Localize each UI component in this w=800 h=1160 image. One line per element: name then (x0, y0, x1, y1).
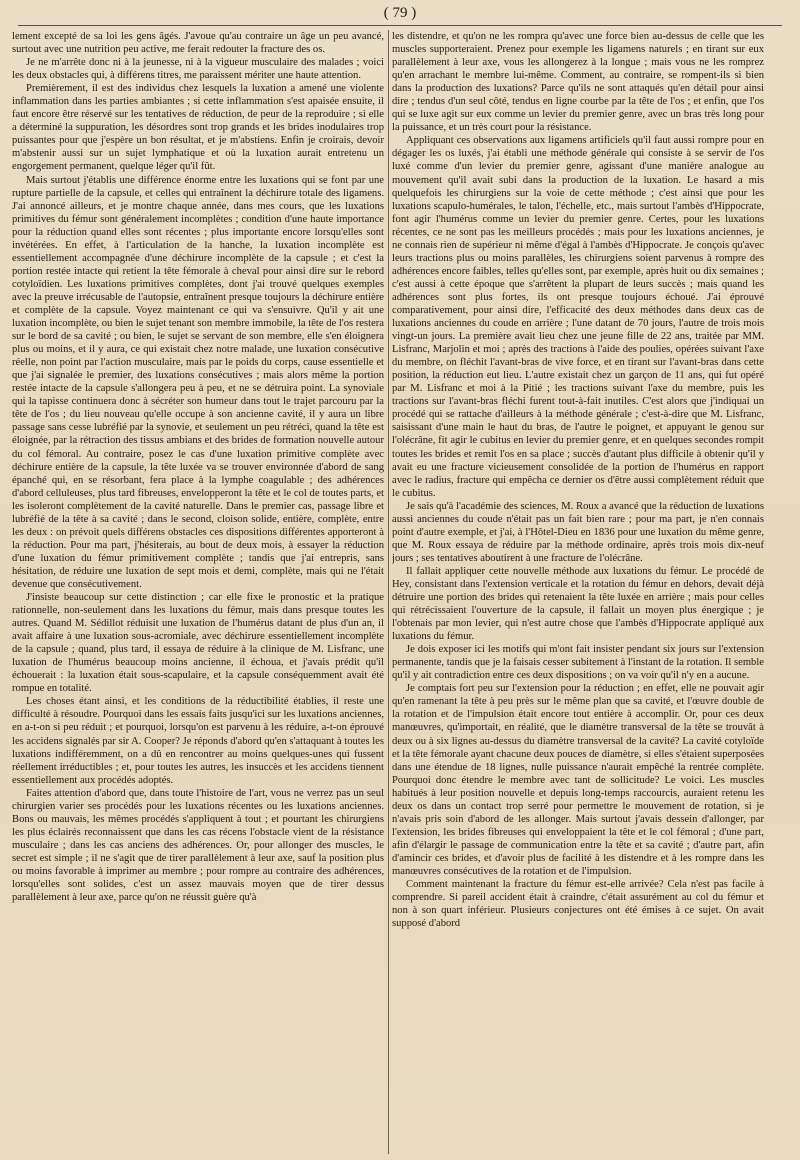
page-number: ( 79 ) (383, 5, 417, 21)
left-column-paragraph: Faites attention d'abord que, dans toute l'histoire de l'art, vous ne verrez pas un seul chirurgien varier ses procédés pour les luxations récentes ou les luxations anciennes. Bons ou mauvais, les mêmes procédés s'appliquent à tout ; et pourtant les chirurgiens les plus éclairés reconnaissent que dans les cas récens l'obstacle vient de la résistance musculaire ; dans les cas anciens des adhérences. Or, pour allonger des muscles, le secret est simple ; il ne s'agit que de tirer parallèlement à leur axe, sauf la position plus ou moins favorable à imprimer au membre ; pour rompre au contraire des adhérences, lorsqu'elles sont solides, c'est un assez mauvais moyen que de tirer dessus parallèlement à leur axe, parce qu'on ne réussit guère qu'à (12, 787, 384, 904)
right-column-paragraph: Je comptais fort peu sur l'extension pour la réduction ; en effet, elle ne pouvait agir qu'en ramenant la tête à peu près sur le même plan que sa cavité, et l'œuvre double de la rotation et de l'impulsion était encore tout entière à accomplir. Or, pour ces deux manœuvres, qu'importait, en réalité, que le diamètre transversal de la tête se trouvât à deux ou à six lignes au-dessus du diamètre transversal de la cavité? La cavité cotyloïde et la tête fémorale ayant chacune deux pouces de diamètre, si elles s'étaient superposées dans une étendue de 18 lignes, nulle puissance n'aurait empêché la rentrée complète. Pourquoi donc étendre le membre avec tant de sollicitude? Le voici. Les muscles habitués à leur position nouvelle et depuis long-temps raccourcis, auraient retenu les deux os dans un contact trop serré pour permettre le mouvement de rotation, si je n'avais pris soin d'abord de les allonger. Mais surtout j'avais dessein d'allonger, par l'extension, les brides fibreuses qui enveloppaient la tête et le col fémoral ; d'une part, afin d'élargir le passage de communication entre la tête et sa cavité ; d'autre part, afin d'amincir ces brides, et d'avoir plus de facilité à les distendre et à les rompre dans les manœuvres consécutives de la rotation et de l'impulsion. (392, 683, 764, 877)
right-column-paragraph: Comment maintenant la fracture du fémur est-elle arrivée? Cela n'est pas facile à comprendre. Si pareil accident était à craindre, c'était assurément au col du fémur et non à son quart inférieur. Plusieurs conjectures ont été émises à ce sujet. On avait supposé d'abord (392, 879, 764, 930)
left-column-paragraph: J'insiste beaucoup sur cette distinction ; car elle fixe le pronostic et la pratique rationnelle, non-seulement dans les luxations du fémur, mais dans presque toutes les autres. Quand M. Sédillot réduisit une luxation de l'humérus datant de plus d'un an, il avait affaire à une luxation sous-acromiale, avec déchirure essentiellement incomplète de la capsule ; quand, plus tard, il essaya de réduire à la clinique de M. Lisfranc, une luxation de l'humérus beaucoup moins ancienne, il échoua, et j'avais prédit qu'il échouerait : la luxation était sous-scapulaire, et la capsule conséquemment avait été rompue en totalité. (12, 592, 384, 695)
right-column (392, 30, 764, 1154)
right-column-paragraph: Je sais qu'à l'académie des sciences, M. Roux a avancé que la réduction de luxations aussi anciennes du coude n'était pas un fait bien rare ; pour ma part, je n'en connais point d'autre exemple, et j'ai, à l'Hôtel-Dieu en 1836 pour une luxation du même genre, que M. Roux essaya de réduire par la méthode ordinaire, après trois mois dix-neuf jours ; ses tentatives aboutirent à une fracture de l'olécrâne. (392, 500, 764, 564)
left-column-paragraph: Les choses étant ainsi, et les conditions de la réductibilité établies, il reste une difficulté à résoudre. Pourquoi dans les essais faits jusqu'ici sur les luxations anciennes, en a-t-on si peu réduit ; et pourquoi, lorsqu'on est parvenu à les réduire, a-t-on éprouvé les accidens signalés par sir A. Cooper? Je réponds d'abord qu'en s'attaquant à toutes les luxations indifféremment, on a dû en rencontrer au moins quelques-unes qui fussent réellement irréductibles ; et, pour toutes les autres, les insuccès et les accidens tiennent essentiellement aux procédés adoptés. (12, 696, 384, 786)
right-column-paragraph: Appliquant ces observations aux ligamens artificiels qu'il faut aussi rompre pour en dégager les os luxés, j'ai établi une méthode générale qui consiste à se servir de l'os luxé comme d'un levier du premier genre, agissant d'une manière analogue au mouvement qu'il avait subi dans la production de la luxation. Le hasard a mis quelquefois les chirurgiens sur la voie de cette méthode ; c'est ainsi que pour les luxations scapulo-humérales, le talon, l'échelle, etc., mais surtout l'ambès d'Hippocrate, font agir l'humérus comme un levier du premier genre. Certes, pour les luxations récentes, ce ne sont pas les meilleurs procédés ; mais pour les luxations anciennes, je ne connais rien de supérieur ni même d'égal à l'ambès d'Hippocrate. Je conçois qu'avec leurs tractions plus ou moins parallèles, les chirurgiens soient parvenus à rompre des adhérences encore faibles, telles qu'elles sont, par exemple, après huit ou dix semaines ; c'est aussi à cette époque que s'arrêtent la plupart de leurs succès ; mais quand les adhérences sont plus fortes, ils ont presque toujours échoué. J'ai éprouvé comparativement, pour ainsi dire, l'efficacité des deux méthodes dans deux cas de luxations anciennes du coude en arrière ; l'une datant de 70 jours, l'autre de trois mois vingt-un jours. La première avait lieu chez une jeune fille de 22 ans, traitée par MM. Lisfranc, Marjolin et moi ; après des tractions à l'aide des poulies, opérées suivant l'axe du membre, on fléchit l'avant-bras de vive force, et en tirant sur l'avant-bras dans cette position, la réduction eut lieu. L'autre existait chez un garçon de 11 ans, qui fut opéré par M. Lisfranc et moi à la Pitié ; les tractions suivant l'axe du membre, puis les tractions sur l'avant-bras fléchi furent tout-à-fait inutiles. C'est alors que j'indiquai un procédé qui se rattache d'ailleurs à la méthode générale ; c'est-à-dire que M. Lisfranc, saisissant d'une main le haut du bras, de l'autre le poignet, et appuyant le genou sur l'olécrâne, fit agir le cubitus en levier du premier genre, et en quelques secondes rompit toutes les brides et remit l'os en sa place ; succès d'autant plus difficile à obtenir qu'il y avait eu une fracture vicieusement consolidée de la portion de l'humérus en rapport avec le radius, fracture qui empêcha ce dernier os d'être aussi complètement réduit que le cubitus. (392, 135, 764, 499)
left-column-paragraph: Je ne m'arrête donc ni à la jeunesse, ni à la vigueur musculaire des malades ; voici les deux obstacles qui, à différens titres, me paraissent mériter une haute attention. (12, 57, 384, 82)
left-column-paragraph: Mais surtout j'établis une différence énorme entre les luxations qui se font par une rupture partielle de la capsule, et celles qui entraînent la déchirure totale des ligamens. J'ai annoncé ailleurs, et je montre chaque année, dans mes cours, que les luxations primitives du fémur sont généralement incomplètes ; condition d'une haute importance pour la réduction quand elles sont récentes ; plus importante encore lorsqu'elles sont invétérées. En effet, à l'articulation de la hanche, la luxation incomplète est essentiellement accompagnée d'une déchirure incomplète de la capsule ; et c'est la portion restée intacte qui retient la tête fémorale à cheval pour ainsi dire sur le rebord cotyloïdien. Les luxations primitives complètes, dont j'ai trouvé quelques exemples avec la preuve irrécusable de l'autopsie, entraînent presque toujours la déchirure entière et complète de la capsule. Voyez maintenant ce qui va s'ensuivre. Qu'il y ait une luxation incomplète, ou bien le sujet tenant son membre immobile, la tête de l'os restera sur le bord de sa cavité ; ou bien, le sujet se servant de son membre, elle s'en éloignera plus ou moins, et il y aura, ce qui existait chez notre malade, une luxation consécutive réelle, non point par l'action musculaire, mais par le poids du corps, cause essentielle et que j'ai signalée le premier, des luxations consécutives ; mais alors même la portion restée intacte de la capsule s'allongera peu à peu, et ne se détruira point. La synoviale qui la tapisse continuera donc à sécréter son humeur dans tout le trajet parcouru par la tête de l'os ; du lieu nouveau qu'elle occupe à son ancienne cavité, il y aura un libre passage sans cesse lubréfié par la synovie, et seulement un peu rétréci, quand la tête est éloignée, par la rétraction des tissus ambians et des brides de formation nouvelle autour du col fémoral. Au contraire, posez le cas d'une luxation primitive complète avec déchirure entière de la capsule, la tête luxée va se trouver environnée d'abord de sang épanché qui, en se résorbant, fera place à la lymphe coagulable ; des adhérences d'abord celluleuses, plus tard fibreuses, envelopperont la tête et le col de toutes parts, et les isoleront complètement de la cavité naturelle. Dans le premier cas, passage libre et lubréfié de la tête à sa cavité ; dans le second, cloison solide, entière, complète, entre les deux : on prévoit quels différens obstacles ces dispositions différentes apporteront à la réduction. Pour ma part, j'hésiterais, au bout de deux mois, à essayer la réduction d'une luxation du fémur primitivement complète ; tandis que j'ai entrepris, sans hésitation, de réduire une luxation de sept mois et demi, complète, mais qui ne l'était devenue que consécutivement. (12, 174, 384, 590)
right-column-paragraph: Je dois exposer ici les motifs qui m'ont fait insister pendant six jours sur l'extension permanente, tandis que je la faisais cesser subitement à l'instant de la rotation. Il semble qu'il y ait contradiction entre ces deux dispositions ; on va voir qu'il n'y en a aucune. (392, 644, 764, 682)
left-column-paragraph: lement excepté de sa loi les gens âgés. J'avoue qu'au contraire un âge un peu avancé, surtout avec une nutrition peu active, me ferait redouter la fracture des os. (12, 31, 384, 56)
column-divider (388, 30, 389, 1154)
right-column-paragraph: Il fallait appliquer cette nouvelle méthode aux luxations du fémur. Le procédé de Hey, consistant dans l'extension verticale et la rotation du fémur en dehors, devait déjà détruire une portion des brides qui retenaient la tête luxée en arrière ; mais pour celles qui rétrécissaient l'ouverture de la capsule, il fallait un moyen plus énergique ; je l'obtenais par mon levier, qui n'est autre chose que l'ambès d'Hippocrate appliqué aux luxations du fémur. (392, 565, 764, 643)
right-column-paragraph: les distendre, et qu'on ne les rompra qu'avec une force bien au-dessus de celle que les muscles supporteraient. Prenez pour exemple les ligamens naturels ; en tirant sur eux parallèlement à leur axe, vous les allongerez à la longue ; mais vous ne les romprez qu'en arrachant le membre lui-même. Comment, au contraire, se rompent-ils si bien dans la production des luxations? Parce qu'ils ne sont attaqués qu'en détail pour ainsi dire ; tendus d'un seul côté, tendus en ligne courbe par la tête de l'os ; et enfin, que l'os qui se luxe agit sur eux comme un levier du premier genre, avec un bras très long pour la puissance, et un très court pour la résistance. (392, 31, 764, 134)
left-column-paragraph: Premièrement, il est des individus chez lesquels la luxation a amené une violente inflammation dans les parties ambiantes ; si cette inflammation s'est apaisée ensuite, il faut encore être réservé sur les tentatives de réduction, de peur de la reproduire ; si elle a déterminé la suppuration, les désordres sont trop grands et les brides inodulaires trop puissantes pour que j'espère un bon résultat, et je m'abstiens. Enfin je croirais, devoir m'abstenir aussi sur un sujet lymphatique et où la luxation aurait entretenu un engorgement permanent, quelque léger qu'il fût. (12, 83, 384, 173)
header-rule (18, 25, 782, 26)
left-column (12, 30, 384, 1154)
